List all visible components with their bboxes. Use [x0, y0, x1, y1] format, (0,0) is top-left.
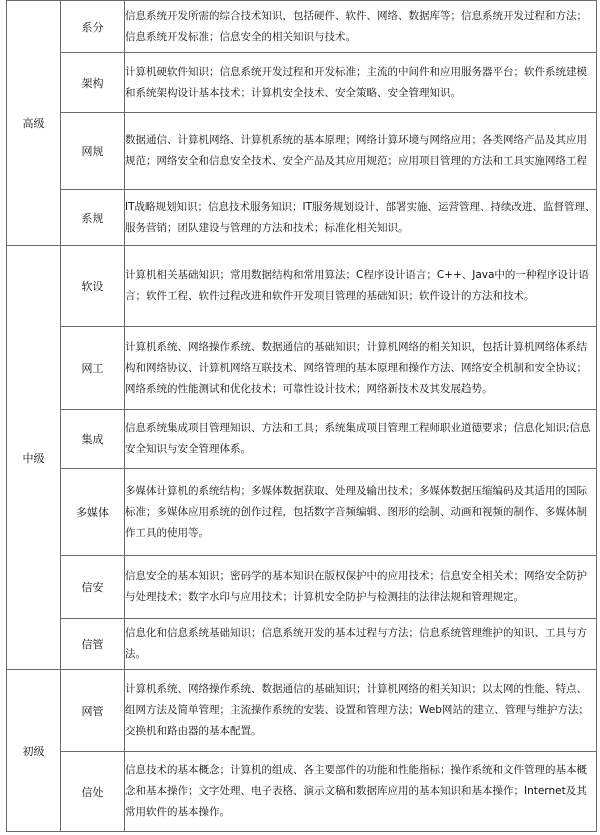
exam-name: 软设 — [61, 246, 125, 327]
exam-description: 多媒体计算机的系统结构；多媒体数据获取、处理及输出技术；多媒体数据压缩编码及其适用的国际标准；多媒体应用系统的创作过程，包括数字音频编辑、图形的绘制、动画和视频的制作、多媒体制作工具的使用等。 — [125, 469, 597, 556]
table-row — [7, 619, 597, 670]
exam-description: IT战略规划知识；信息技术服务知识；IT服务规划设计、部署实施、运营管理、持续改进、监督管理、服务营销；团队建设与管理的方法和技术；标准化相关知识。 — [125, 190, 597, 246]
exam-description: 信息化和信息系统基础知识；信息系统开发的基本过程与方法；信息系统管理维护的知识、工具与方法。 — [125, 619, 597, 670]
table-row — [7, 469, 597, 556]
exam-name: 系分 — [61, 1, 125, 53]
table-row — [7, 246, 597, 327]
exam-description: 计算机系统、网络操作系统、数据通信的基础知识；计算机网络的相关知识；以太网的性能、特点、组网方法及简单管理；主流操作系统的安装、设置和管理方法；Web网站的建立、管理与维护方法；交换机和路由器的基本配置。 — [125, 670, 597, 752]
exam-description: 信息安全的基本知识；密码学的基本知识在版权保护中的应用技术；信息安全相关术；网络安全防护与处理技术；数字水印与应用技术；计算机安全防护与检测挂的法律法规和管理规定。 — [125, 556, 597, 619]
exam-description: 计算机系统、网络操作系统、数据通信的基础知识；计算机网络的相关知识，包括计算机网络体系结构和网络协议、计算机网络互联技术、网络管理的基本原理和操作方法、网络安全机制和安全协议；网络系统的性能测试和优化技术；可靠性设计技术；网络新技术及其发展趋势。 — [125, 327, 597, 410]
exam-description: 数据通信、计算机网络、计算机系统的基本原理；网络计算环境与网络应用；各类网络产品及其应用规范；网络安全和信息安全技术、安全产品及其应用规范；应用项目管理的方法和工具实施网络工程 — [125, 113, 597, 190]
exam-description: 信息技术的基本概念；计算机的组成、各主要部件的功能和性能指标；操作系统和文件管理的基本概念和基本操作；文字处理、电子表格、演示文稿和数据库应用的基本知识和基本操作；Internet及其常用软件的基本操作。 — [125, 752, 597, 832]
exam-name: 信处 — [61, 752, 125, 832]
exam-name: 多媒体 — [61, 469, 125, 556]
exam-description: 信息系统集成项目管理知识、方法和工具；系统集成项目管理工程师职业道德要求；信息化知识;信息安全知识与安全管理体系。 — [125, 410, 597, 469]
exam-name: 网管 — [61, 670, 125, 752]
exam-name: 架构 — [61, 53, 125, 113]
table-row — [7, 752, 597, 832]
table-row — [7, 410, 597, 469]
exam-description: 计算机相关基础知识；常用数据结构和常用算法；C程序设计语言；C++、Java中的一种程序设计语言；软件工程、软件过程改进和软件开发项目管理的基础知识；软件设计的方法和技术。 — [125, 246, 597, 327]
exam-name: 系规 — [61, 190, 125, 246]
table-row — [7, 53, 597, 113]
level-junior: 初级 — [7, 670, 61, 832]
table-row — [7, 113, 597, 190]
exam-name: 信安 — [61, 556, 125, 619]
exam-description: 计算机硬软件知识；信息系统开发过程和开发标准；主流的中间件和应用服务器平台；软件系统建模和系统架构设计基本技术；计算机安全技术、安全策略、安全管理知识。 — [125, 53, 597, 113]
exam-name: 网工 — [61, 327, 125, 410]
table-row — [7, 670, 597, 752]
exam-description: 信息系统开发所需的综合技术知识，包括硬件、软件、网络、数据库等；信息系统开发过程和方法；信息系统开发标准；信息安全的相关知识与技术。 — [125, 1, 597, 53]
level-senior: 高级 — [7, 1, 61, 246]
table-row — [7, 556, 597, 619]
table-row — [7, 1, 597, 53]
exam-name: 信管 — [61, 619, 125, 670]
level-intermediate: 中级 — [7, 246, 61, 670]
exam-levels-table — [6, 0, 597, 832]
table-row — [7, 190, 597, 246]
exam-name: 网规 — [61, 113, 125, 190]
exam-name: 集成 — [61, 410, 125, 469]
table-row — [7, 327, 597, 410]
